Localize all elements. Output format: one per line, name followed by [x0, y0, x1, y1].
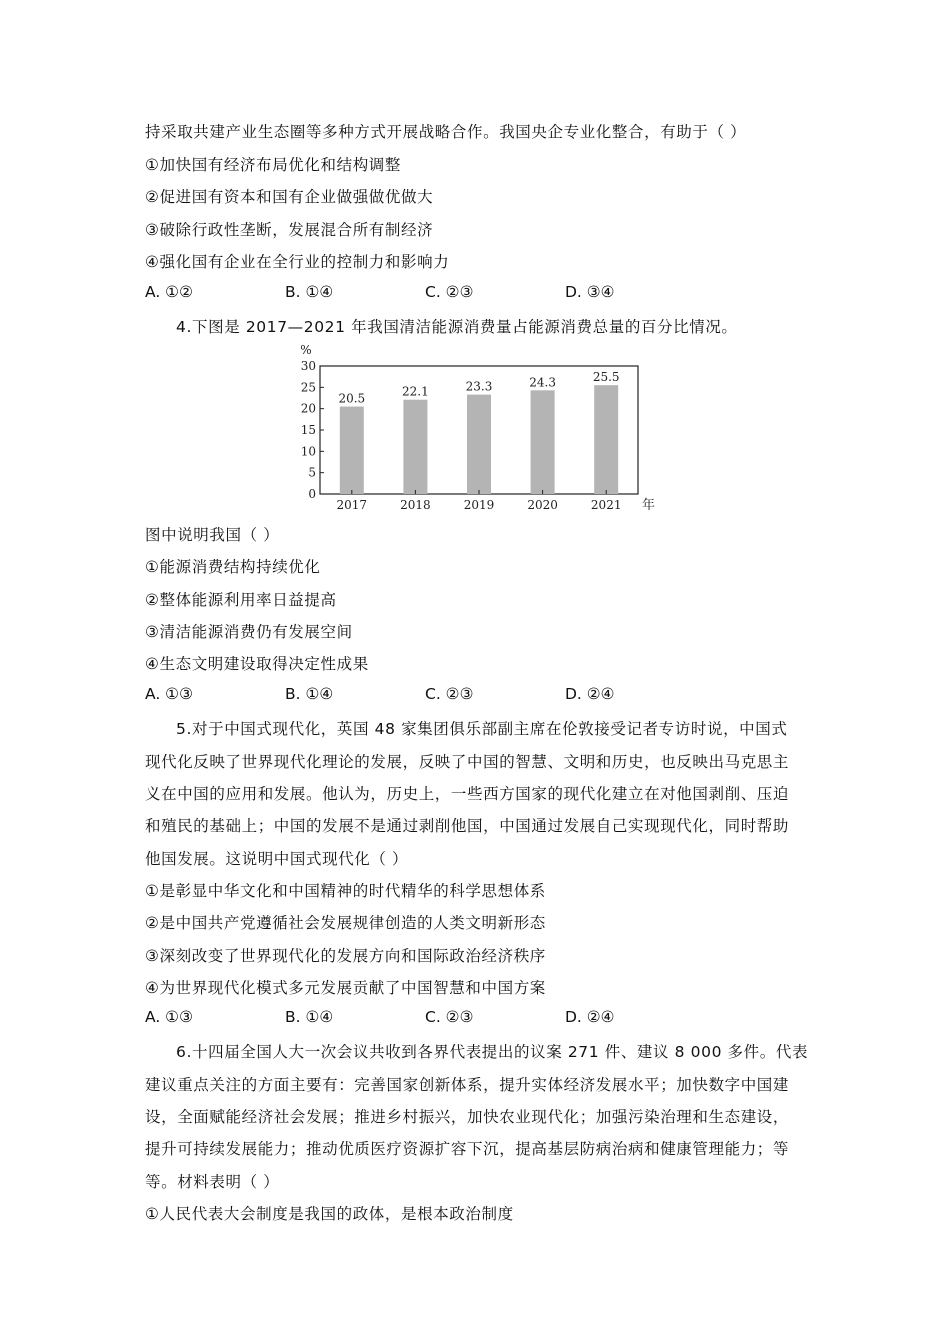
q5-item-1: ①是彰显中华文化和中国精神的时代精华的科学思想体系 — [145, 882, 546, 900]
x-tick-label-2017: 2017 — [336, 498, 368, 512]
q4-item-4: ④生态文明建设取得决定性成果 — [145, 655, 369, 673]
q6-stem-line-4: 提升可持续发展能力；推动优质医疗资源扩容下沉，提高基层防病治病和健康管理能力；等 — [145, 1140, 790, 1158]
q3-option-b[interactable]: B. ①④ — [285, 283, 334, 301]
q4-option-d[interactable]: D. ②④ — [565, 685, 615, 703]
x-tick-label-2020: 2020 — [527, 498, 558, 512]
q5-stem-line-5: 他国发展。这说明中国式现代化（ ） — [145, 850, 409, 868]
q3-option-d[interactable]: D. ③④ — [565, 283, 615, 301]
value-label-2019: 23.3 — [465, 379, 493, 394]
value-label-2020: 24.3 — [529, 375, 556, 390]
y-tick-label: 0 — [308, 487, 316, 501]
q3-item-1: ①加快国有经济布局优化和结构调整 — [145, 156, 401, 174]
q3-item-2: ②促进国有资本和国有企业做强做优做大 — [145, 188, 434, 206]
x-tick-label-2019: 2019 — [463, 498, 495, 512]
q3-item-3: ③破除行政性垄断，发展混合所有制经济 — [145, 221, 434, 239]
q3-option-c[interactable]: C. ②③ — [425, 283, 474, 301]
bar-2020 — [531, 390, 555, 494]
y-tick-label: 25 — [300, 380, 316, 395]
q5-option-a[interactable]: A. ①③ — [145, 1008, 193, 1026]
q5-item-2: ②是中国共产党遵循社会发展规律创造的人类文明新形态 — [145, 914, 546, 932]
y-tick-label: 30 — [300, 359, 316, 373]
q5-item-3: ③深刻改变了世界现代化的发展方向和国际政治经济秩序 — [145, 947, 546, 965]
bar-2018 — [403, 400, 427, 494]
q6-stem-line-3: 设，全面赋能经济社会发展；推进乡村振兴，加快农业现代化；加强污染治理和生态建设， — [145, 1108, 790, 1126]
y-tick-label: 15 — [300, 423, 316, 437]
q5-stem-line-4: 和殖民的基础上；中国的发展不是通过剥削他国，中国通过发展自己实现现代化，同时帮助 — [145, 817, 790, 835]
q4-stem: 4.下图是 2017—2021 年我国清洁能源消费量占能源消费总量的百分比情况。 — [176, 318, 738, 336]
q5-option-c[interactable]: C. ②③ — [425, 1008, 474, 1026]
q5-option-b[interactable]: B. ①④ — [285, 1008, 334, 1026]
x-tick-label-2018: 2018 — [400, 498, 431, 512]
q4-item-2: ②整体能源利用率日益提高 — [145, 591, 337, 609]
bar-2021 — [594, 385, 618, 494]
value-label-2017: 20.5 — [338, 391, 366, 406]
bar-2017 — [340, 407, 364, 494]
value-label-2018: 22.1 — [402, 384, 429, 399]
q4-item-3: ③清洁能源消费仍有发展空间 — [145, 623, 353, 641]
bar-2019 — [467, 395, 491, 494]
y-axis-unit: % — [300, 343, 312, 357]
q4-option-c[interactable]: C. ②③ — [425, 685, 474, 703]
x-axis-unit: 年 — [642, 498, 656, 513]
q5-stem-line-1: 5.对于中国式现代化，英国 48 家集团俱乐部副主席在伦敦接受记者专访时说，中国式 — [176, 720, 788, 738]
q5-stem-line-3: 义在中国的应用和发展。他认为，历史上，一些西方国家的现代化建立在对他国剥削、压迫 — [145, 785, 790, 803]
q6-stem-line-2: 建议重点关注的方面主要有：完善国家创新体系，提升实体经济发展水平；加快数字中国建 — [145, 1076, 790, 1094]
y-tick-label: 10 — [300, 444, 316, 459]
x-tick-label-2021: 2021 — [590, 498, 622, 512]
q3-item-4: ④强化国有企业在全行业的控制力和影响力 — [145, 253, 450, 271]
q4-question: 图中说明我国（ ） — [145, 526, 280, 544]
y-tick-label: 5 — [308, 465, 316, 480]
q4-option-b[interactable]: B. ①④ — [285, 685, 334, 703]
q5-option-d[interactable]: D. ②④ — [565, 1008, 615, 1026]
q5-item-4: ④为世界现代化模式多元发展贡献了中国智慧和中国方案 — [145, 979, 546, 997]
q3-stem: 持采取共建产业生态圈等多种方式开展战略合作。我国央企专业化整合，有助于（ ） — [145, 123, 747, 141]
q6-item-1: ①人民代表大会制度是我国的政体，是根本政治制度 — [145, 1205, 514, 1223]
q5-stem-line-2: 现代化反映了世界现代化理论的发展，反映了中国的智慧、文明和历史，也反映出马克思主 — [145, 753, 790, 771]
q4-option-a[interactable]: A. ①③ — [145, 685, 193, 703]
clean-energy-bar-chart — [290, 338, 660, 518]
q6-stem-line-5: 等。材料表明（ ） — [145, 1173, 280, 1191]
q4-item-1: ①能源消费结构持续优化 — [145, 558, 321, 576]
q6-stem-line-1: 6.十四届全国人大一次会议共收到各界代表提出的议案 271 件、建议 8 000 多件。代表 — [176, 1043, 809, 1061]
q3-option-a[interactable]: A. ①② — [145, 283, 193, 301]
y-tick-label: 20 — [300, 401, 316, 416]
value-label-2021: 25.5 — [592, 370, 620, 385]
